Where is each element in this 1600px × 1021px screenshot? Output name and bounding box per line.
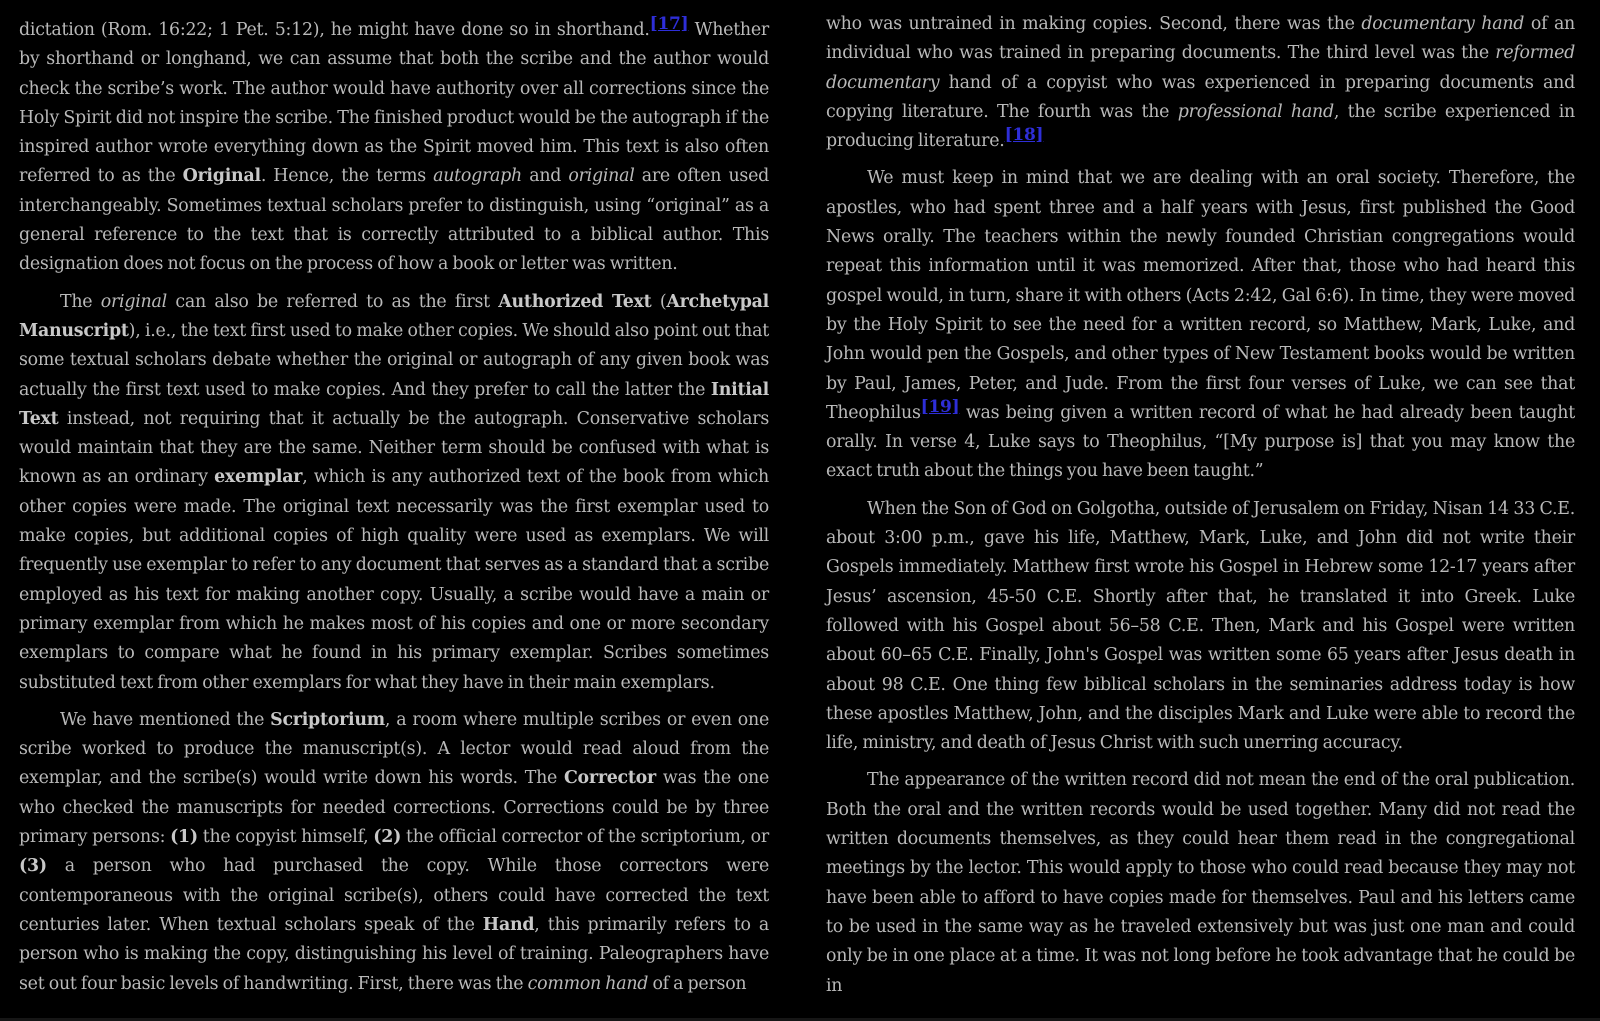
- term-original: Original: [182, 166, 261, 187]
- text-run: . Hence, the terms: [260, 166, 434, 187]
- text-run: , which is any authorized text of the book from which other copies were made. The original text necessarily was the first exemplar used to make copies, but additional copies of high quality were used as exemplars. We will frequently use exemplar to refer to any document that serves as a standard that a scribe employed as his text for making another copy. Usually, a scribe would have a main or primary exemplar from which he makes most of his copies and one or more secondary exemplars to compare what he found in his primary exemplar. Scribes sometimes substituted text from other exemplars for what they have in their main exemplars.: [19, 467, 769, 693]
- term-original-italic: original: [100, 291, 167, 312]
- text-run: ), i.e., the text first used to make other copies. We should also point out that some textual scholars debate whether the original or autograph of any given book was actually the first text used to make copies. And they prefer to call the latter the: [19, 320, 769, 400]
- text-run: instead, not requiring that it actually be the autograph. Conservative scholars would maintain that they are the same. Neither term should be confused with what is known as an ordinary: [19, 408, 769, 488]
- text-run: The: [60, 291, 101, 312]
- paragraph: [826, 10, 1575, 156]
- text-run: Whether by shorthand or longhand, we can assume that both the scribe and the author would check the scribe’s work. The author would have authority over all corrections since the Holy Spirit did not inspire the scribe. The finished product would be the autograph if the inspired author wrote everything down as the Spirit moved him. This text is also often referred to as the: [19, 20, 769, 187]
- list-marker-1: (1): [170, 827, 198, 848]
- text-run: , a room where multiple scribes or even one scribe worked to produce the manuscript(s). A lector would read aloud from the exemplar, and the scribe(s) would write down his words. The: [19, 709, 769, 789]
- text-run: and: [522, 166, 569, 187]
- text-run: of an individual who was trained in preparing documents. The third level was the: [826, 14, 1576, 64]
- paragraph: [19, 16, 769, 280]
- paragraph: [19, 706, 769, 999]
- term-reformed-documentary: reformed documentary: [826, 43, 1575, 93]
- right-text-column: [826, 10, 1575, 1009]
- term-initial-text: Initial Text: [19, 379, 769, 429]
- text-run: was the one who checked the manuscripts for needed corrections. Corrections could be by three primary persons:: [19, 768, 769, 848]
- footnote-link-17[interactable]: [17]: [649, 14, 689, 34]
- text-run: can also be referred to as the first: [166, 291, 499, 312]
- left-text-column: [19, 16, 769, 1007]
- term-common-hand: common hand: [527, 973, 649, 994]
- footnote-link-19[interactable]: [19]: [920, 396, 960, 417]
- term-authorized-text: Authorized Text: [498, 291, 652, 312]
- list-marker-3: (3): [19, 856, 47, 877]
- text-run: dictation (Rom. 16:22; 1 Pet. 5:12), he might have done so in shorthand.: [19, 20, 650, 40]
- term-original-italic: original: [568, 166, 635, 187]
- text-run: who was untrained in making copies. Second, there was the: [826, 14, 1362, 34]
- text-run: hand of a copyist who was experienced in preparing documents and copying literature. The fourth was the: [826, 72, 1575, 122]
- term-scriptorium: Scriptorium: [270, 709, 385, 730]
- term-exemplar: exemplar: [214, 467, 303, 488]
- term-corrector: Corrector: [563, 768, 656, 789]
- text-run: The appearance of the written record did not mean the end of the oral publication. Both the oral and the written records would be used together. Many did not read the written documents themselves, as they could hear them read in the congregational meetings by the lector. This would apply to those who could read because they may not have been able to afford to have copies made for themselves. Paul and his letters came to be used in the same way as he traveled extensively but was just one man and could only be in one place at a time. It was not long before he took advantage that he could be in: [826, 770, 1575, 996]
- term-autograph: autograph: [433, 166, 523, 187]
- text-run: of a person: [648, 973, 747, 994]
- footnote-link-18[interactable]: [18]: [1004, 125, 1044, 146]
- footnote-ref-19: [921, 397, 960, 417]
- text-run: , the scribe experienced in producing literature.: [826, 101, 1575, 152]
- term-hand: Hand: [482, 914, 535, 935]
- text-run: a person who had purchased the copy. While those correctors were contemporaneous with the original scribe(s), others could have corrected the text centuries later. When textual scholars speak of the: [19, 856, 769, 935]
- term-documentary-hand: documentary hand: [1361, 14, 1525, 34]
- paragraph: [826, 766, 1575, 1000]
- text-run: the official corrector of the scriptorium, or: [401, 827, 769, 848]
- term-archetypal-manuscript: Archetypal Manuscript: [19, 291, 770, 341]
- footnote-ref-18: [1005, 125, 1044, 145]
- text-run: the copyist himself,: [197, 827, 374, 848]
- text-run: are often used interchangeably. Sometimes textual scholars prefer to distinguish, using “original” as a general reference to the text that is correctly attributed to a biblical author. This designation does not focus on the process of how a book or letter was written.: [19, 166, 769, 275]
- text-run: We must keep in mind that we are dealing with an oral society. Therefore, the apostles, who had spent three and a half years with Jesus, first published the Good News orally. The teachers within the newly founded Christian congregations would repeat this information until it was memorized. After that, those who had heard this gospel would, in turn, share it with others (Acts 2:42, Gal 6:6). In time, they were moved by the Holy Spirit to see the need for a written record, so Matthew, Mark, Luke, and John would pen the Gospels, and other types of New Testament books would be written by Paul, James, Peter, and Jude. From the first four verses of Luke, we can see that Theophilus: [826, 168, 1575, 423]
- text-run: We have mentioned the: [60, 709, 271, 730]
- paragraph: [826, 164, 1575, 486]
- text-run: , this primarily refers to a person who is making the copy, distinguishing his level of training. Paleographers have set out four basic levels of handwriting. First, there was the: [19, 914, 770, 994]
- paragraph: [826, 495, 1575, 759]
- list-marker-2: (2): [373, 827, 402, 848]
- footnote-ref-17: [650, 14, 689, 34]
- term-professional-hand: professional hand: [1177, 101, 1334, 122]
- text-run: (: [651, 291, 667, 312]
- text-run: was being given a written record of what he had already been taught orally. In verse 4, Luke says to Theophilus, “[My purpose is] that you may know the exact truth about the things you have been taught.”: [826, 402, 1575, 482]
- paragraph: [19, 288, 769, 698]
- text-run: When the Son of God on Golgotha, outside of Jerusalem on Friday, Nisan 14 33 C.E. about 3:00 p.m., gave his life, Matthew, Mark, Luke, and John did not write their Gospels immediately. Matthew first wrote his Gospel in Hebrew some 12-17 years after Jesus’ ascension, 45-50 C.E. Shortly after that, he translated it into Greek. Luke followed with his Gospel about 56–58 C.E. Then, Mark and his Gospel were written about 60–65 C.E. Finally, John's Gospel was written some 65 years after Jesus death in about 98 C.E. One thing few biblical scholars in the seminaries address today is how these apostles Matthew, John, and the disciples Mark and Luke were able to record the life, ministry, and death of Jesus Christ with such unerring accuracy.: [826, 498, 1575, 754]
